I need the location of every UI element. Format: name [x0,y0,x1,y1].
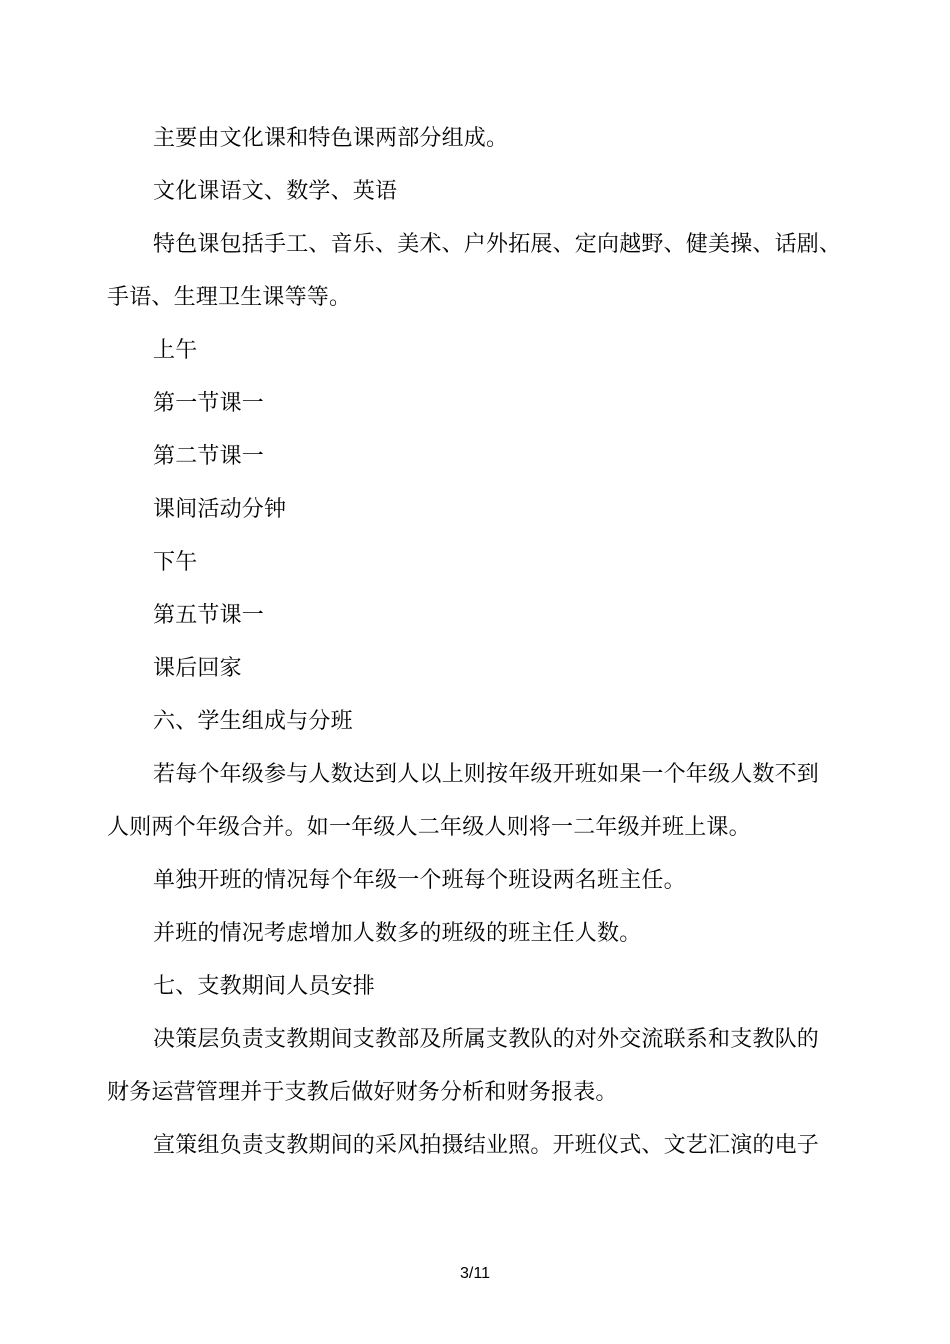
paragraph-line: 并班的情况考虑增加人数多的班级的班主任人数。 [153,921,642,946]
paragraph-line: 特色课包括手工、音乐、美术、户外拓展、定向越野、健美操、话剧、 [153,232,842,257]
schedule-item: 第五节课一 [153,603,265,628]
paragraph-line: 财务运营管理并于支教后做好财务分析和财务报表。 [107,1080,618,1105]
schedule-item: 第一节课一 [153,391,265,416]
paragraph-line: 单独开班的情况每个年级一个班每个班设两名班主任。 [153,868,686,893]
section-label: 上午 [153,338,198,363]
paragraph-line: 若每个年级参与人数达到人以上则按年级开班如果一个年级人数不到 [153,762,820,787]
paragraph-line: 决策层负责支教期间支教部及所属支教队的对外交流联系和支教队的 [153,1027,820,1052]
page-number: 3/11 [460,1265,490,1282]
section-heading: 六、学生组成与分班 [153,709,353,734]
schedule-item: 第二节课一 [153,444,265,469]
schedule-item: 课后回家 [153,656,242,681]
section-label: 下午 [153,550,198,575]
paragraph-line: 手语、生理卫生课等等。 [107,285,352,310]
paragraph-line: 宣策组负责支教期间的采风拍摄结业照。开班仪式、文艺汇演的电子 [153,1133,820,1158]
schedule-item: 课间活动分钟 [153,497,287,522]
paragraph-line: 主要由文化课和特色课两部分组成。 [153,126,509,151]
section-heading: 七、支教期间人员安排 [153,974,376,999]
paragraph-line: 文化课语文、数学、英语 [153,179,398,204]
paragraph-line: 人则两个年级合并。如一年级人二年级人则将一二年级并班上课。 [107,815,751,840]
